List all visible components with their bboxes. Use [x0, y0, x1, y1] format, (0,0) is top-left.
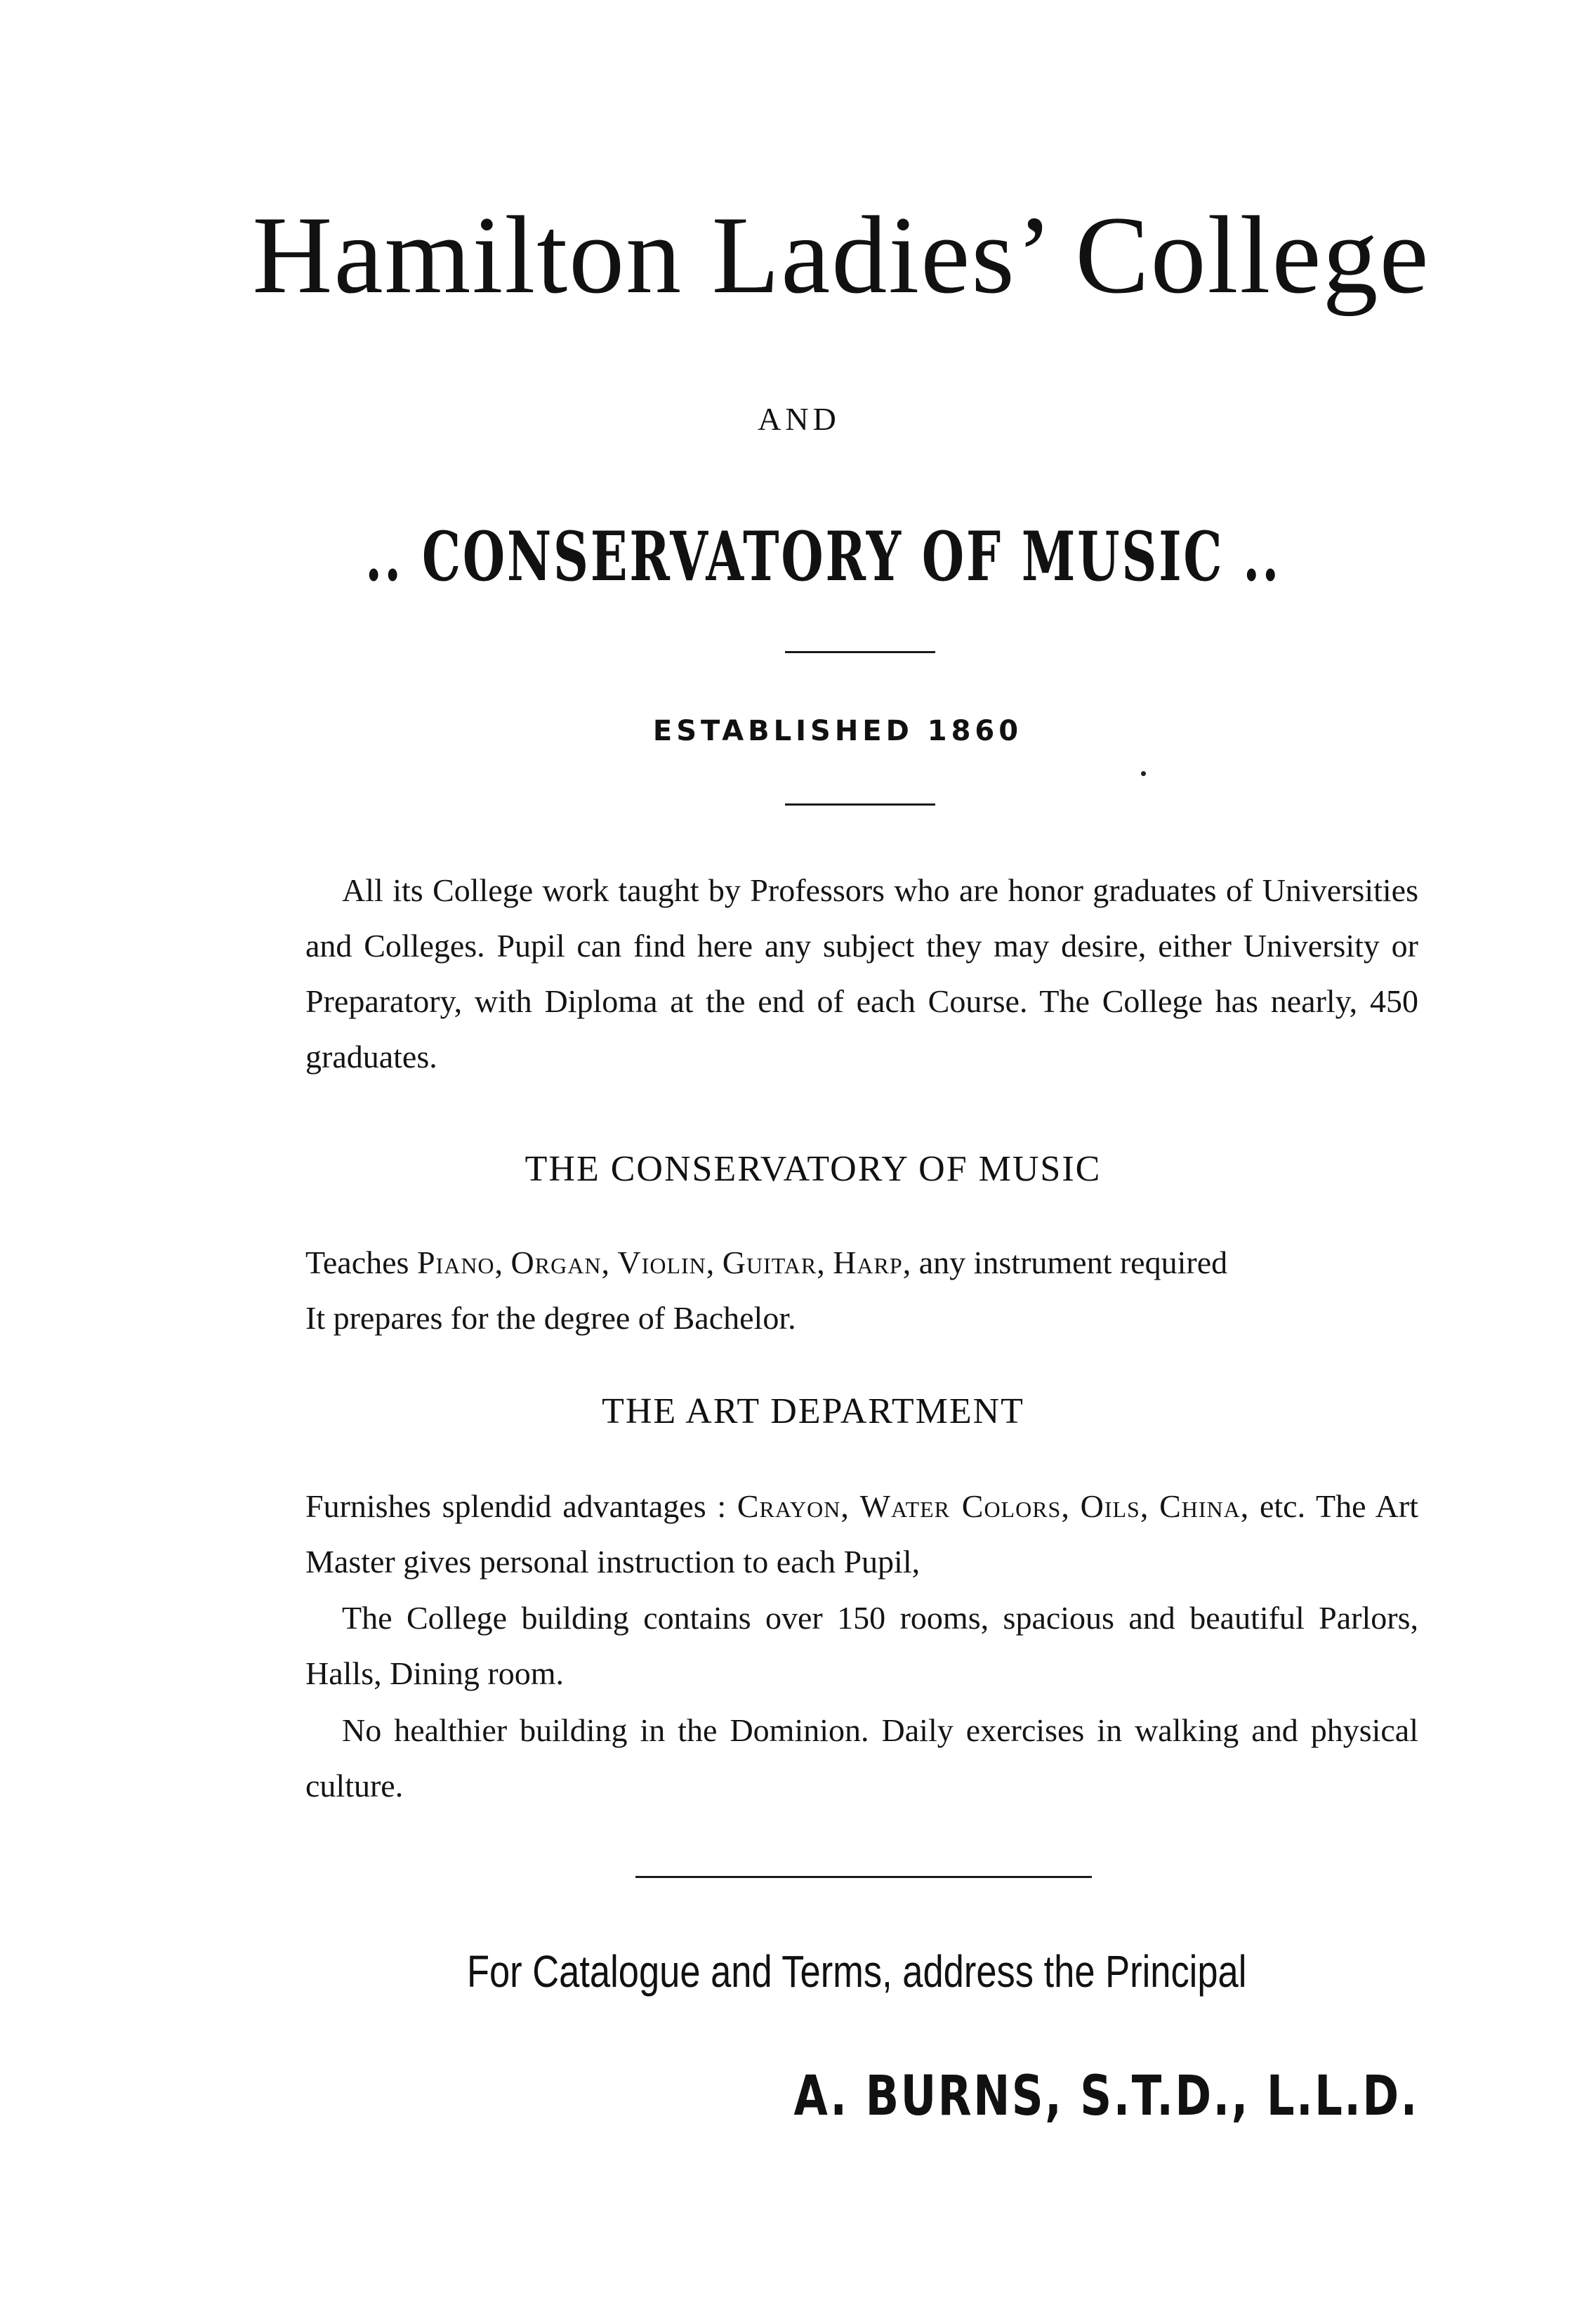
- instrument-piano: Piano: [416, 1245, 495, 1280]
- music-degree-line: It prepares for the degree of Bachelor.: [305, 1300, 796, 1336]
- medium-crayon: Crayon: [737, 1488, 841, 1524]
- building-paragraph: The College building contains over 150 rooms, spacious and beautiful Parlors, Halls, Dining room.: [305, 1600, 1418, 1691]
- catalogue-line: For Catalogue and Terms, address the Principal: [466, 1946, 1247, 1997]
- ink-speck: [1141, 771, 1146, 776]
- music-heading: THE CONSERVATORY OF MUSIC: [525, 1149, 1102, 1189]
- instrument-guitar: Guitar: [722, 1245, 817, 1280]
- divider-rule-bottom: [635, 1876, 1092, 1878]
- instrument-organ: Organ: [510, 1245, 602, 1280]
- art-after-media: , etc. The Art Master gives personal instruction to each Pupil,: [305, 1488, 1419, 1580]
- music-paragraph: Teaches Piano, Organ, Violin, Guitar, Harp, any instrument required It prepares for the degree of Bachelor.: [305, 1245, 1228, 1336]
- medium-oils: Oils: [1080, 1488, 1140, 1524]
- art-paragraph: Furnishes splendid advantages : Crayon, Water Colors, Oils, China, etc. The Art Master gives personal instruction to each Pupil,: [305, 1488, 1419, 1580]
- intro-paragraph: All its College work taught by Professors who are honor graduates of Universities and Colleges. Pupil can find here any subject they may desire, either University or Preparatory, with Diploma at the end of each Course. The College has nearly, 450 graduates.: [305, 872, 1418, 1075]
- health-paragraph: No healthier building in the Dominion. Daily exercises in walking and physical culture.: [305, 1712, 1418, 1804]
- conservatory-subtitle: .. CONSERVATORY OF MUSIC ..: [365, 517, 1281, 596]
- divider-rule-middle: [785, 803, 935, 806]
- instrument-violin: Violin: [617, 1245, 706, 1280]
- principal-name: A. BURNS, S.T.D., L.L.D.: [793, 2065, 1419, 2128]
- instrument-harp: Harp: [833, 1245, 903, 1280]
- medium-china: China: [1159, 1488, 1241, 1524]
- established-line: ESTABLISHED 1860: [652, 715, 1023, 747]
- art-heading: THE ART DEPARTMENT: [602, 1391, 1024, 1431]
- and-conjunction: AND: [758, 401, 840, 437]
- art-lead: Furnishes splendid advantages :: [305, 1488, 737, 1524]
- college-title: Hamilton Ladies’ College: [252, 194, 1430, 317]
- music-lead: Teaches: [305, 1245, 417, 1280]
- music-after-instruments: , any instrument required: [902, 1245, 1228, 1280]
- divider-rule-top: [785, 651, 935, 653]
- medium-water-colors: Water Colors: [859, 1488, 1062, 1524]
